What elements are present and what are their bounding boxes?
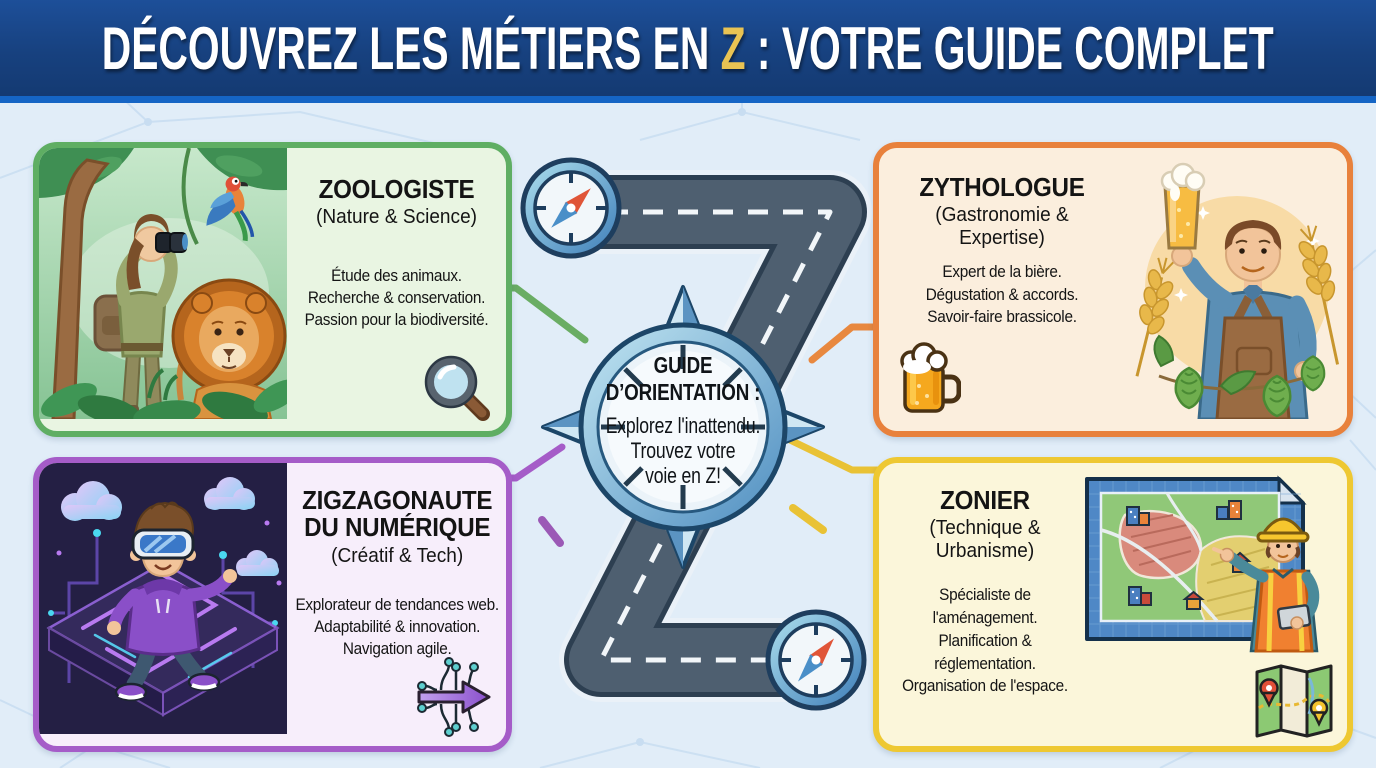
zigzagonaute-title: ZIGZAGONAUTE DU NUMÉRIQUE [302,485,493,543]
orientation-guide-text [591,352,775,512]
card-zoologiste [33,142,512,437]
zoologiste-illustration [39,148,287,431]
zonier-subtitle: (Technique & Urbanisme) [929,516,1041,562]
zythologue-subtitle: (Gastronomie & Expertise) [935,203,1069,249]
zoologiste-subtitle: (Nature & Science) [315,205,478,229]
zythologue-description: Expert de la bière. Dégustation & accords. Savoir-faire brassicole. [925,263,1079,326]
zonier-description: Spécialiste de l'aménagement. Planification & réglementation. Organisation de l'espace. [902,586,1068,696]
zigzagonaute-subtitle: (Créatif & Tech) [331,543,464,567]
zigzagonaute-illustration [39,463,287,746]
zonier-illustration [1083,475,1333,667]
magnifier-icon [422,353,492,423]
card-zonier [873,457,1353,752]
zoologiste-description: Étude des animaux. Recherche & conservation. Passion pour la biodiversité. [304,266,489,330]
card-zythologue [873,142,1353,437]
compass-top-icon [523,160,619,256]
circuit-arrow-icon [411,654,497,740]
guide-body-line2: Trouvez votre [630,437,736,463]
header-banner [0,0,1376,103]
folded-map-icon [1251,658,1335,742]
connector-zonier [790,440,884,470]
zythologue-illustration [1125,148,1347,431]
zigzagonaute-description: Explorateur de tendances web. Adaptabilité & innovation. Navigation agile. [295,596,499,659]
zythologue-title: ZYTHOLOGUE [919,172,1085,202]
beer-mug-icon [897,341,961,417]
guide-body-line3: voie en Z! [645,462,721,488]
zoologiste-title: ZOOLOGISTE [318,174,475,204]
guide-title-line1: GUIDE [653,352,713,378]
card-zigzagonaute [33,457,512,752]
guide-title-line2: D’ORIENTATION : [605,378,761,405]
page-title: DÉCOUVREZ LES MÉTIERS EN Z : VOTRE GUIDE COMPLET [102,14,1274,82]
guide-body-line1: Explorez l'inattendu. [605,413,761,439]
zonier-title: ZONIER [940,485,1030,515]
highlighted-z: Z [720,14,746,82]
compass-bottom-icon [768,612,864,708]
